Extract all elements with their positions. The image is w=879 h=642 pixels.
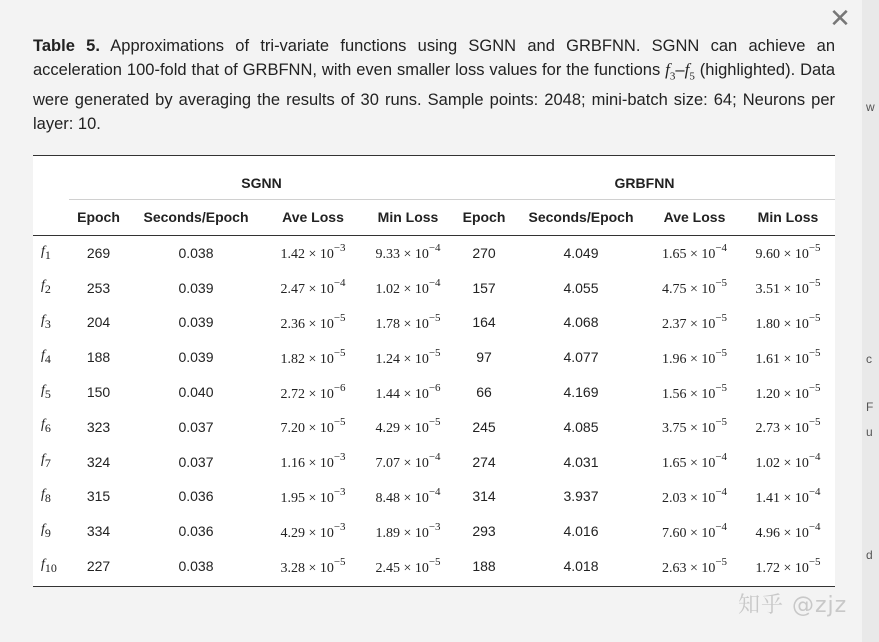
function-letter: f [41,417,45,433]
header-sgnn-min-loss: Min Loss [362,199,454,235]
mantissa: 1.44 × 10 [375,386,429,402]
grbfnn-min-loss [741,340,835,375]
exponent: −4 [333,277,346,290]
exponent: −6 [333,381,346,394]
exponent: −4 [428,451,441,464]
exponent: −5 [808,381,821,394]
exponent: −4 [715,520,728,533]
header-sgnn-ave-loss: Ave Loss [264,199,362,235]
mantissa: 1.20 × 10 [755,386,809,402]
mantissa: 4.29 × 10 [280,525,334,541]
grbfnn-seconds: 4.016 [563,523,599,540]
zhihu-watermark: 知乎 @zjz [738,593,848,618]
header-grbfnn-ave-loss: Ave Loss [648,199,741,235]
function-letter: f [41,556,45,572]
function-index: 10 [44,560,57,575]
function-name [33,235,69,270]
function-letter: f [41,521,45,537]
mantissa: 1.72 × 10 [755,560,809,576]
sgnn-epoch: 334 [86,523,111,540]
exponent: −3 [333,485,346,498]
mantissa: 1.02 × 10 [375,282,429,298]
mantissa: 3.28 × 10 [280,560,334,576]
function-index: 6 [44,421,51,436]
table-row [33,340,835,375]
mantissa: 2.72 × 10 [280,386,334,402]
function-letter: f [41,487,45,503]
sgnn-min-loss [362,479,454,514]
function-name [33,514,69,549]
exponent: −5 [808,346,821,359]
sgnn-ave-loss [264,549,362,584]
sgnn-ave-loss [264,375,362,410]
function-name [33,409,69,444]
mantissa: 2.36 × 10 [280,316,334,332]
sgnn-min-loss [362,270,454,305]
sgnn-ave-loss [264,270,362,305]
grbfnn-ave-loss [648,444,741,479]
grbfnn-ave-loss [648,235,741,270]
function-name [33,305,69,340]
table-row [33,235,835,270]
exponent: −4 [428,485,441,498]
function-letter: f [41,278,45,294]
mantissa: 2.47 × 10 [280,282,334,298]
grbfnn-min-loss [741,549,835,584]
table-row [33,479,835,514]
group-grbfnn: GRBFNN [454,156,835,199]
grbfnn-ave-loss [648,340,741,375]
function-index: 4 [44,351,51,366]
empty-corner [33,156,69,199]
grbfnn-min-loss [741,375,835,410]
mantissa: 1.61 × 10 [755,351,809,367]
function-name [33,270,69,305]
exponent: −4 [428,242,441,255]
sgnn-min-loss [362,549,454,584]
exponent: −3 [333,242,346,255]
grbfnn-min-loss [741,305,835,340]
grbfnn-seconds: 4.049 [563,244,599,261]
mantissa: 7.20 × 10 [280,421,334,437]
exponent: −4 [715,242,728,255]
grbfnn-ave-loss [648,305,741,340]
table-row [33,409,835,444]
exponent: −5 [808,416,821,429]
grbfnn-epoch: 293 [472,523,496,540]
exponent: −5 [333,346,346,359]
mantissa: 1.89 × 10 [375,525,429,541]
sgnn-min-loss [362,514,454,549]
header-sgnn-epoch: Epoch [69,199,128,235]
exponent: −5 [428,346,441,359]
header-sgnn-seconds: Seconds/Epoch [128,199,264,235]
function-index: 5 [44,386,51,401]
sgnn-min-loss [362,409,454,444]
header-function [33,199,69,235]
sgnn-seconds: 0.039 [178,349,214,366]
sgnn-epoch: 323 [86,418,111,435]
sgnn-seconds: 0.038 [178,558,214,575]
caption-label: Table 5. [33,37,100,55]
grbfnn-seconds: 4.018 [563,558,599,575]
function-name [33,549,69,584]
function-index: 1 [44,247,51,262]
mantissa: 2.45 × 10 [375,560,429,576]
sgnn-seconds: 0.037 [178,418,214,435]
mantissa: 1.65 × 10 [661,247,716,263]
table-row [33,444,835,479]
grbfnn-epoch: 97 [476,349,492,366]
caption-dash: – [675,61,685,79]
sgnn-min-loss [362,375,454,410]
grbfnn-epoch: 274 [472,453,496,470]
function-index: 7 [44,456,51,471]
caption-f3-sub: 3 [669,70,676,83]
table-caption [33,34,835,136]
grbfnn-ave-loss [648,549,741,584]
function-index: 9 [44,525,51,540]
mantissa: 1.78 × 10 [375,316,429,332]
caption-f5-sub: 5 [689,70,695,83]
function-name [33,444,69,479]
function-index: 3 [44,316,51,331]
mantissa: 2.63 × 10 [661,560,716,576]
grbfnn-ave-loss [648,375,741,410]
table-row [33,375,835,410]
sgnn-seconds: 0.036 [178,523,214,540]
function-letter: f [41,452,45,468]
exponent: −5 [333,416,346,429]
grbfnn-epoch: 270 [472,244,496,261]
grbfnn-min-loss [741,409,835,444]
sgnn-epoch: 204 [86,314,111,331]
sgnn-ave-loss [264,444,362,479]
grbfnn-epoch: 245 [472,418,496,435]
grbfnn-seconds: 4.077 [563,349,599,366]
sgnn-epoch: 150 [86,384,111,401]
grbfnn-ave-loss [648,514,741,549]
table-row [33,549,835,584]
caption-f5: f [684,60,690,79]
mantissa: 1.95 × 10 [280,490,334,506]
exponent: −5 [715,381,728,394]
exponent: −4 [808,451,821,464]
exponent: −5 [715,311,728,324]
grbfnn-min-loss [741,444,835,479]
mantissa: 1.24 × 10 [375,351,429,367]
grbfnn-seconds: 4.068 [563,314,599,331]
sgnn-ave-loss [264,235,362,270]
exponent: −5 [715,346,728,359]
mantissa: 2.37 × 10 [661,316,716,332]
mantissa: 1.82 × 10 [280,351,334,367]
sgnn-seconds: 0.040 [178,384,214,401]
grbfnn-ave-loss [648,270,741,305]
mantissa: 4.29 × 10 [375,421,429,437]
exponent: −5 [715,555,728,568]
exponent: −3 [333,451,346,464]
header-grbfnn-seconds: Seconds/Epoch [514,199,648,235]
grbfnn-seconds: 3.937 [563,488,599,505]
close-icon[interactable]: ✕ [829,4,851,34]
grbfnn-min-loss [741,270,835,305]
sgnn-epoch: 188 [86,349,111,366]
grbfnn-ave-loss [648,409,741,444]
function-index: 8 [44,490,51,505]
function-index: 2 [44,282,51,297]
table-row [33,305,835,340]
results-table [33,155,835,587]
exponent: −5 [333,311,346,324]
exponent: −5 [428,555,441,568]
exponent: −5 [428,311,441,324]
exponent: −3 [428,520,441,533]
exponent: −5 [808,242,821,255]
grbfnn-seconds: 4.085 [563,418,599,435]
sgnn-seconds: 0.036 [178,488,214,505]
mantissa: 1.65 × 10 [661,456,716,472]
sgnn-seconds: 0.039 [178,314,214,331]
grbfnn-epoch: 66 [476,384,492,401]
grbfnn-epoch: 314 [472,488,496,505]
function-name [33,340,69,375]
mantissa: 9.33 × 10 [375,247,429,263]
exponent: −4 [715,451,728,464]
exponent: −3 [333,520,346,533]
grbfnn-seconds: 4.169 [563,384,599,401]
mantissa: 1.56 × 10 [661,386,716,402]
sgnn-seconds: 0.038 [178,244,214,261]
header-grbfnn-epoch: Epoch [454,199,514,235]
group-sgnn: SGNN [69,156,454,199]
mantissa: 4.75 × 10 [661,282,716,298]
exponent: −5 [333,555,346,568]
function-letter: f [41,382,45,398]
mantissa: 1.16 × 10 [280,456,334,472]
grbfnn-epoch: 188 [472,558,496,575]
exponent: −4 [715,485,728,498]
sgnn-epoch: 227 [86,558,111,575]
sgnn-ave-loss [264,340,362,375]
background-page-edge: w c F u d [862,0,879,642]
grbfnn-ave-loss [648,479,741,514]
sgnn-epoch: 324 [86,453,111,470]
sgnn-ave-loss [264,514,362,549]
sgnn-ave-loss [264,479,362,514]
mantissa: 7.07 × 10 [375,456,429,472]
exponent: −5 [428,416,441,429]
sgnn-min-loss [362,235,454,270]
mantissa: 9.60 × 10 [755,247,809,263]
mantissa: 1.02 × 10 [755,456,809,472]
mantissa: 4.96 × 10 [755,525,809,541]
sgnn-ave-loss [264,305,362,340]
table-row [33,514,835,549]
exponent: −5 [715,416,728,429]
sgnn-ave-loss [264,409,362,444]
function-letter: f [41,347,45,363]
sgnn-epoch: 315 [86,488,111,505]
exponent: −5 [808,311,821,324]
grbfnn-min-loss [741,479,835,514]
grbfnn-epoch: 157 [472,279,496,296]
caption-f3: f [665,60,670,79]
grbfnn-seconds: 4.031 [563,453,599,470]
sgnn-epoch: 269 [86,244,111,261]
exponent: −5 [808,277,821,290]
grbfnn-min-loss [741,235,835,270]
grbfnn-min-loss [741,514,835,549]
mantissa: 3.51 × 10 [755,282,809,298]
mantissa: 7.60 × 10 [661,525,716,541]
caption-text-2: (highlighted). Data were generated by averaging the results of 30 runs. Sample points: 2048; mini-batch size: 64; Neurons per layer: 10. [33,61,835,134]
function-name [33,375,69,410]
sgnn-epoch: 253 [86,279,111,296]
exponent: −5 [808,555,821,568]
function-letter: f [41,243,45,259]
mantissa: 1.96 × 10 [661,351,716,367]
header-grbfnn-min-loss: Min Loss [741,199,835,235]
function-name [33,479,69,514]
mantissa: 1.42 × 10 [280,247,334,263]
sgnn-min-loss [362,305,454,340]
table-row [33,270,835,305]
sgnn-min-loss [362,444,454,479]
grbfnn-seconds: 4.055 [563,279,599,296]
mantissa: 1.80 × 10 [755,316,809,332]
grbfnn-epoch: 164 [472,314,496,331]
exponent: −4 [808,485,821,498]
mantissa: 8.48 × 10 [375,490,429,506]
exponent: −4 [808,520,821,533]
mantissa: 2.03 × 10 [661,490,716,506]
mantissa: 1.41 × 10 [755,490,809,506]
exponent: −6 [428,381,441,394]
sgnn-seconds: 0.039 [178,279,214,296]
mantissa: 2.73 × 10 [755,421,809,437]
mantissa: 3.75 × 10 [661,421,716,437]
sgnn-min-loss [362,340,454,375]
exponent: −4 [428,277,441,290]
caption-text-1: Approximations of tri-variate functions using SGNN and GRBFNN. SGNN can achieve an acceleration 100-fold that of GRBFNN, with even smaller loss values for the functions [33,37,836,79]
sgnn-seconds: 0.037 [178,453,214,470]
exponent: −5 [715,277,728,290]
function-letter: f [41,313,45,329]
